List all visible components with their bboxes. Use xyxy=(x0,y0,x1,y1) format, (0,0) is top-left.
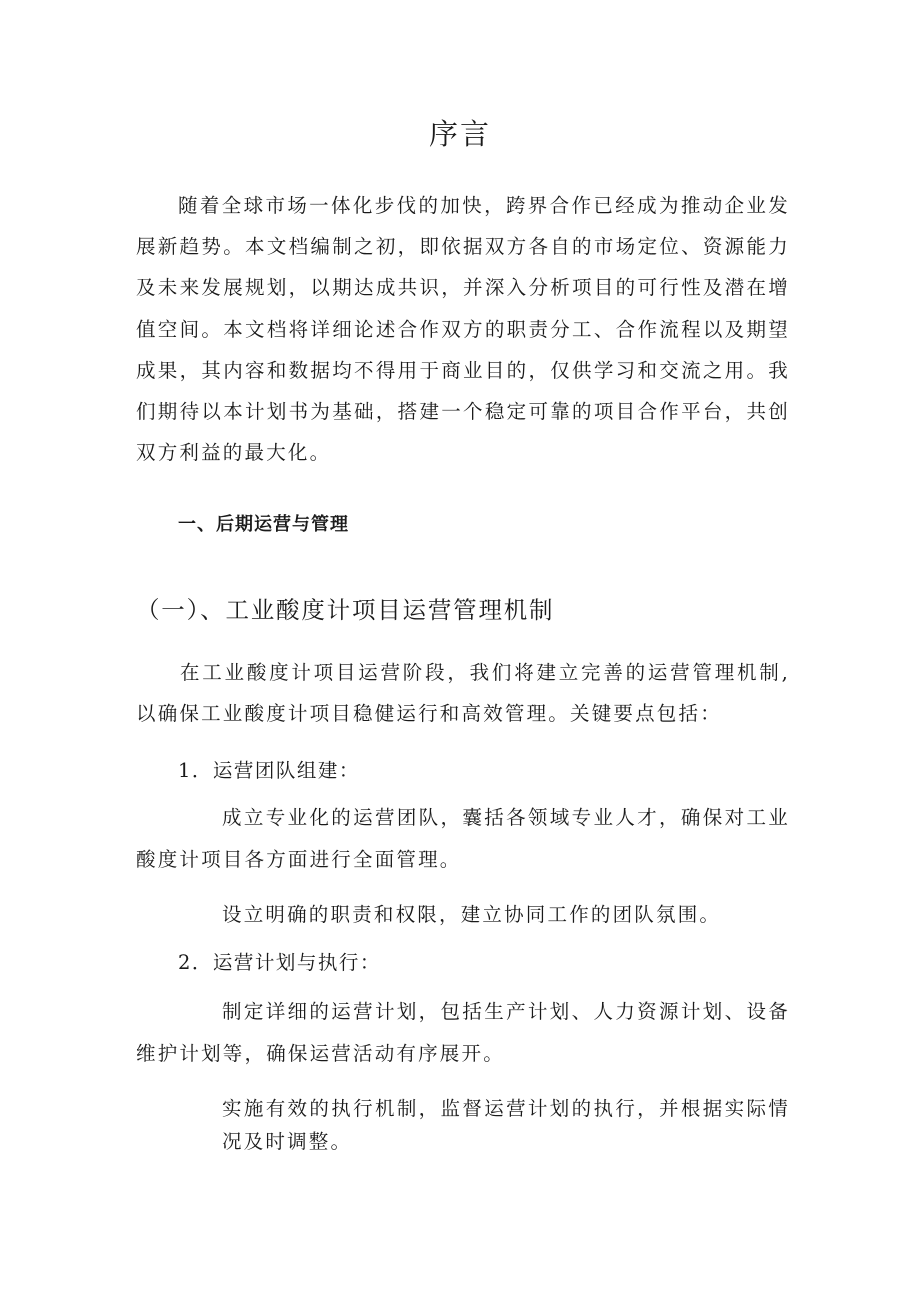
list-item-point: 成立专业化的运营团队，囊括各领域专业人才，确保对工业酸度计项目各方面进行全面管理。 xyxy=(136,806,790,871)
list-item-label: 2．运营计划与执行： xyxy=(178,951,381,974)
subsection-paragraph: 在工业酸度计项目运营阶段，我们将建立完善的运营管理机制,以确保工业酸度计项目稳健运行和高效管理。关键要点包括： xyxy=(136,661,790,726)
list-item-point: 设立明确的职责和权限，建立协同工作的团队氛围。 xyxy=(222,903,722,926)
page-title: 序言 xyxy=(428,117,491,151)
intro-paragraph: 随着全球市场一体化步伐的加快，跨界合作已经成为推动企业发展新趋势。本文档编制之初，即依据双方各自的市场定位、资源能力及未来发展规划，以期达成共识，并深入分析项目的可行性及潜在增值空间。本文档将详细论述合作双方的职责分工、合作流程以及期望成果，其内容和数据均不得用于商业目的，仅供学习和交流之用。我们期待以本计划书为基础，搭建一个稳定可靠的项目合作平台，共创双方利益的最大化。 xyxy=(136,194,790,465)
list-item-point: 实施有效的执行机制，监督运营计划的执行，并根据实际情况及时调整。 xyxy=(222,1097,790,1153)
subsection-heading: （一）、工业酸度计项目运营管理机制 xyxy=(136,596,555,624)
list-item-point: 制定详细的运营计划，包括生产计划、人力资源计划、设备维护计划等，确保运营活动有序展开。 xyxy=(136,1000,790,1065)
section-heading: 一、后期运营与管理 xyxy=(178,514,349,535)
list-item-label: 1．运营团队组建： xyxy=(178,759,360,782)
